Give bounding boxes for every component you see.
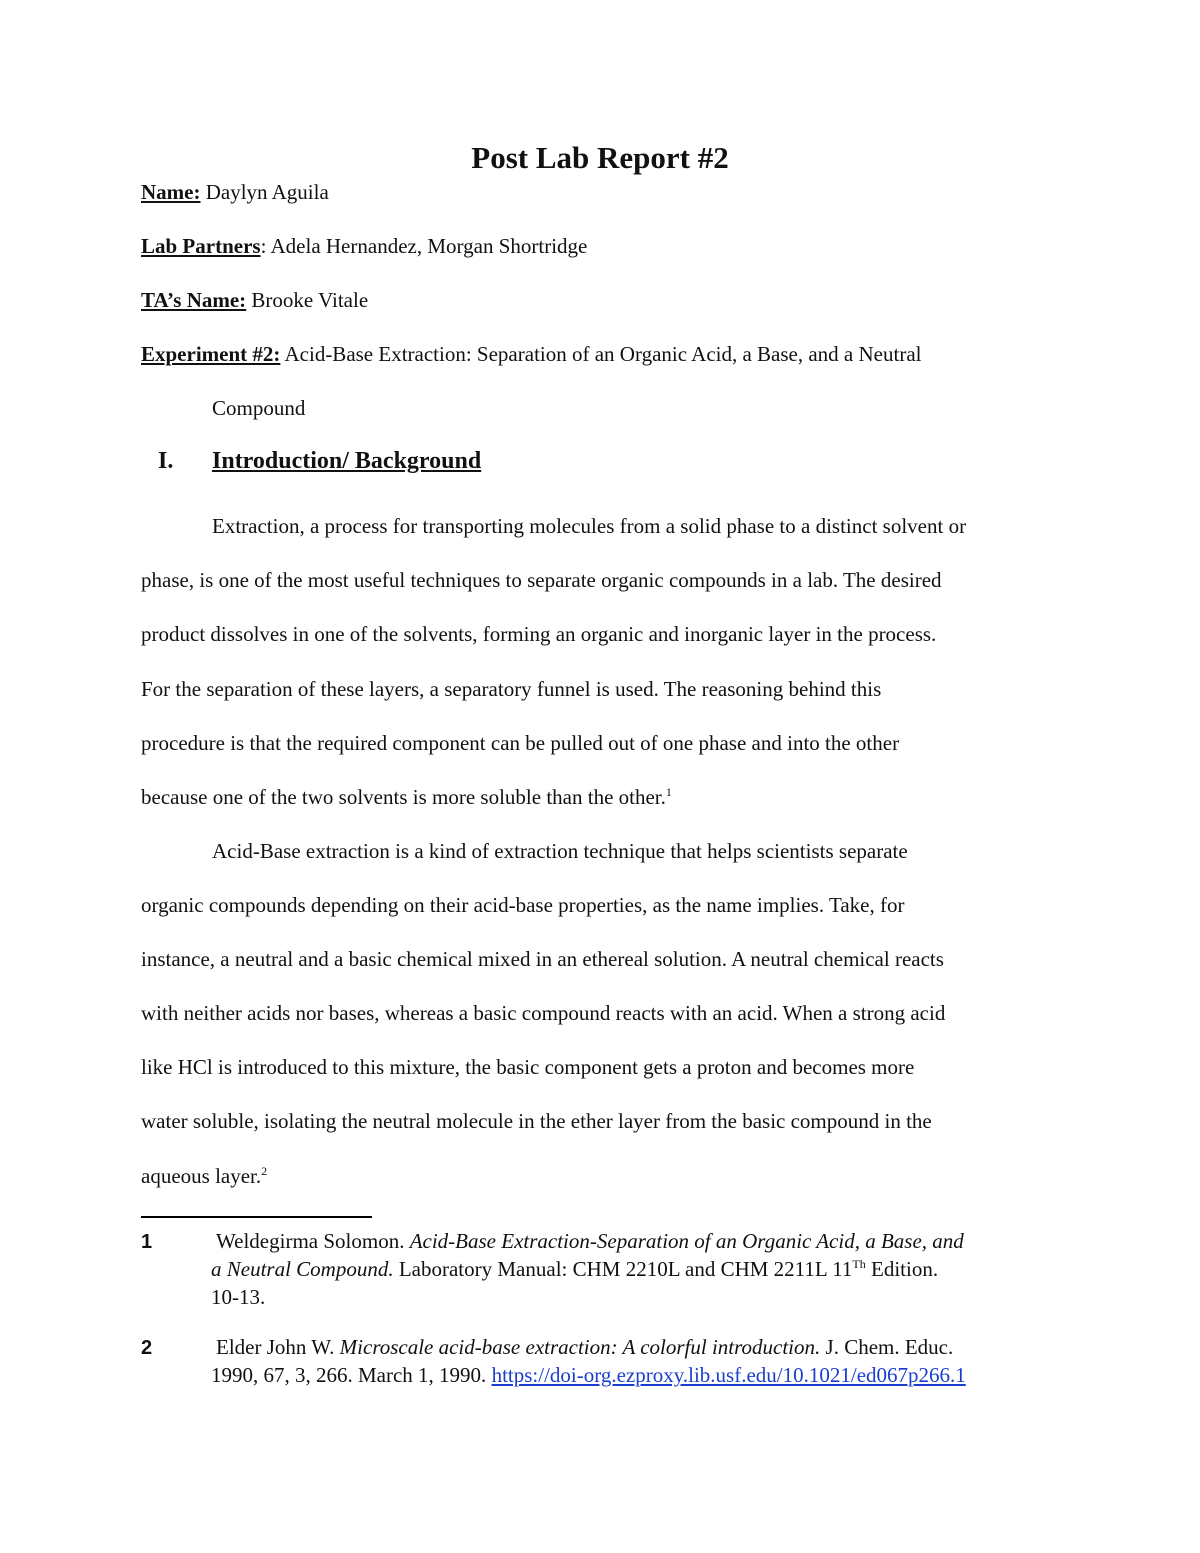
footnote-line: 10-13. xyxy=(211,1285,266,1309)
experiment-value-line2: Compound xyxy=(212,396,306,420)
footnote-line xyxy=(216,1335,953,1360)
paragraph2-line: organic compounds depending on their acid-base properties, as the name implies. Take, for xyxy=(141,893,905,917)
paragraph2-line: with neither acids nor bases, whereas a basic compound reacts with an acid. When a strong acid xyxy=(141,1001,946,1025)
partners-value: : Adela Hernandez, Morgan Shortridge xyxy=(260,234,588,258)
partners-field xyxy=(141,234,587,259)
footnote-text: Edition. xyxy=(865,1257,939,1281)
paragraph2-line: water soluble, isolating the neutral molecule in the ether layer from the basic compound in the xyxy=(141,1109,932,1133)
name-field xyxy=(141,180,329,205)
footnote-line xyxy=(211,1363,966,1388)
paragraph2-line: aqueous layer. xyxy=(141,1164,262,1188)
paragraph1-line: phase, is one of the most useful techniques to separate organic compounds in a lab. The desired xyxy=(141,568,942,592)
footnote-number: 1 xyxy=(141,1231,153,1253)
paragraph1-last-line xyxy=(141,785,672,810)
section-number: I. xyxy=(158,448,174,474)
footnote-author: Weldegirma Solomon. xyxy=(216,1229,410,1253)
paragraph1-line: product dissolves in one of the solvents, forming an organic and inorganic layer in the process. xyxy=(141,622,937,646)
footnote-title: Acid-Base Extraction-Separation of an Organic Acid, a Base, and xyxy=(409,1229,964,1253)
footnote-text: Laboratory Manual: CHM 2210L and CHM 2211L 11 xyxy=(393,1257,853,1281)
ta-label: TA’s Name: xyxy=(141,288,247,312)
paragraph1-line: because one of the two solvents is more soluble than the other. xyxy=(141,785,666,809)
footnote-text: 1990, 67, 3, 266. March 1, 1990. xyxy=(211,1363,492,1387)
section-title: Introduction/ Background xyxy=(212,448,482,474)
experiment-value-line1: Acid-Base Extraction: Separation of an Organic Acid, a Base, and a Neutral xyxy=(280,342,922,366)
footnote-number: 2 xyxy=(141,1337,153,1359)
reference-marker: 2 xyxy=(261,1164,268,1178)
name-value: Daylyn Aguila xyxy=(200,180,329,204)
paragraph2-line: instance, a neutral and a basic chemical mixed in an ethereal solution. A neutral chemical reacts xyxy=(141,947,944,971)
footnote-title: Microscale acid-base extraction: A colorful introduction. xyxy=(339,1335,821,1359)
experiment-field xyxy=(141,342,921,367)
footnote-superscript: Th xyxy=(852,1257,866,1271)
paragraph2-last-line xyxy=(141,1164,267,1189)
doi-link[interactable]: https://doi-org.ezproxy.lib.usf.edu/10.1021/ed067p266.1 xyxy=(491,1363,966,1387)
footnote-line xyxy=(211,1257,938,1282)
paragraph2-line: like HCl is introduced to this mixture, the basic component gets a proton and becomes more xyxy=(141,1055,915,1079)
ta-value: Brooke Vitale xyxy=(246,288,369,312)
paragraph1-line: procedure is that the required component can be pulled out of one phase and into the other xyxy=(141,731,900,755)
page-title: Post Lab Report #2 xyxy=(471,140,729,175)
partners-label: Lab Partners xyxy=(141,234,261,258)
ta-field xyxy=(141,288,368,313)
experiment-label: Experiment #2: xyxy=(141,342,281,366)
footnote-author: Elder John W. xyxy=(216,1335,340,1359)
name-label: Name: xyxy=(141,180,201,204)
paragraph1-line: For the separation of these layers, a separatory funnel is used. The reasoning behind this xyxy=(141,677,882,701)
paragraph1-line: Extraction, a process for transporting molecules from a solid phase to a distinct solvent or xyxy=(212,514,967,538)
paragraph2-line: Acid-Base extraction is a kind of extraction technique that helps scientists separate xyxy=(212,839,908,863)
footnote-separator xyxy=(141,1216,372,1218)
footnote-line xyxy=(216,1229,964,1254)
footnote-text: J. Chem. Educ. xyxy=(820,1335,954,1359)
footnote-title: a Neutral Compound. xyxy=(211,1257,394,1281)
reference-marker: 1 xyxy=(665,785,672,799)
